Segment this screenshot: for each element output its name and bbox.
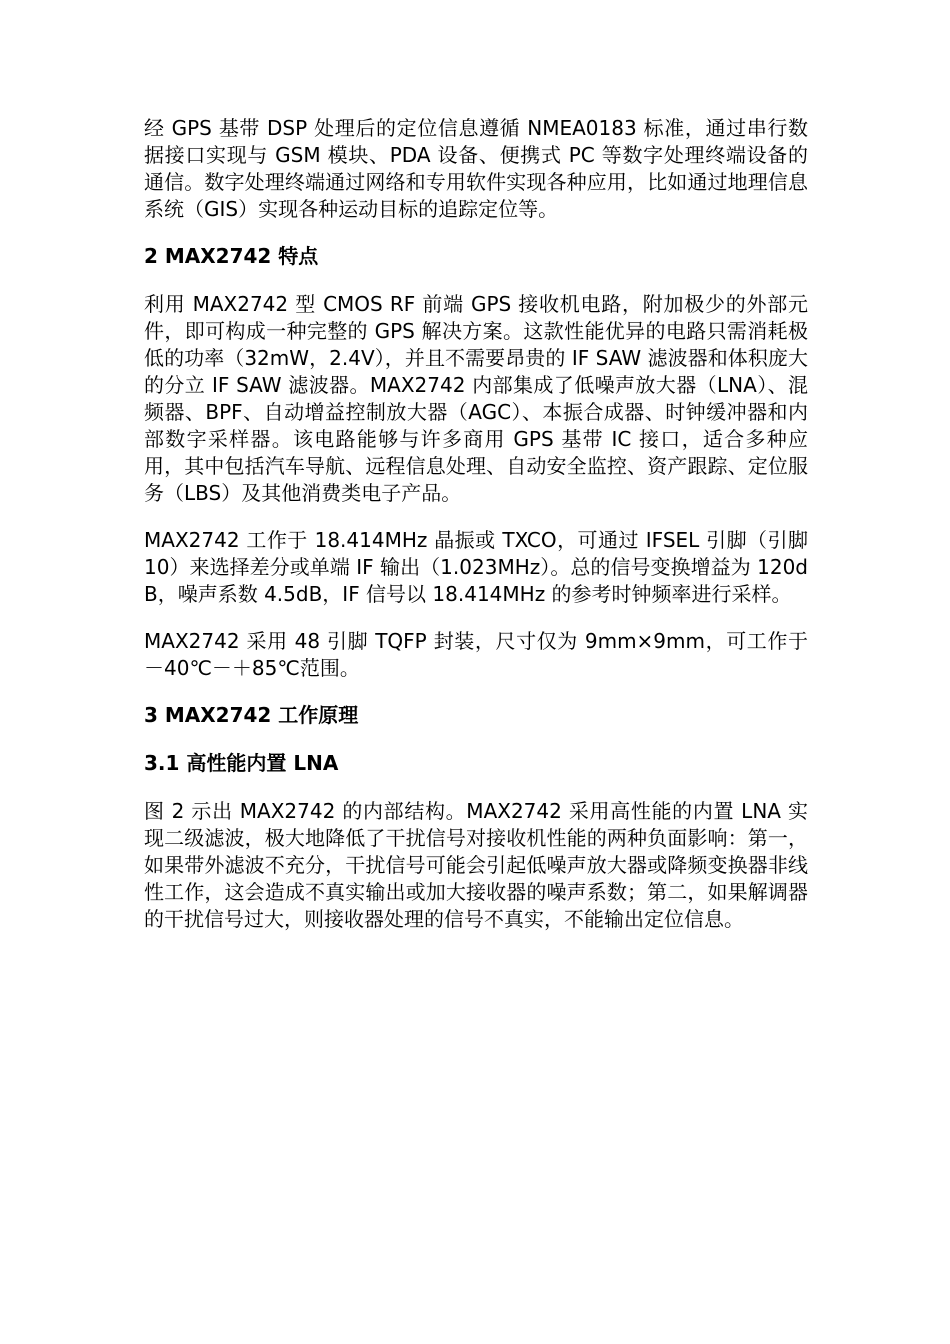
intro-paragraph: 经 GPS 基带 DSP 处理后的定位信息遵循 NMEA0183 标准，通过串行数据接口实现与 GSM 模块、PDA 设备、便携式 PC 等数字处理终端设备的通信。数字处理终端通过网络和专用软件实现各种应用，比如通过地理信息系统（GIS）实现各种运动目标的追踪定位等。 (144, 116, 808, 221)
section-2-paragraph-3: MAX2742 采用 48 引脚 TQFP 封装，尺寸仅为 9mm×9mm，可工作于－40℃－＋85℃范围。 (144, 629, 808, 680)
section-3-heading: 3 MAX2742 工作原理 (144, 703, 359, 727)
section-2-paragraph-2: MAX2742 工作于 18.414MHz 晶振或 TXCO，可通过 IFSEL 引脚（引脚 10）来选择差分或单端 IF 输出（1.023MHz）。总的信号变换增益为 120dB，噪声系数 4.5dB，IF 信号以 18.414MHz 的参考时钟频率进行采样。 (144, 528, 808, 606)
section-3-1-paragraph-1: 图 2 示出 MAX2742 的内部结构。MAX2742 采用高性能的内置 LNA 实现二级滤波，极大地降低了干扰信号对接收机性能的两种负面影响：第一，如果带外滤波不充分，干扰信号可能会引起低噪声放大器或降频变换器非线性工作，这会造成不真实输出或加大接收器的噪声系数；第二，如果解调器的干扰信号过大，则接收器处理的信号不真实，不能输出定位信息。 (144, 799, 808, 931)
document-page (144, 115, 808, 953)
section-3-1-heading: 3.1 高性能内置 LNA (144, 751, 339, 775)
section-2-paragraph-1: 利用 MAX2742 型 CMOS RF 前端 GPS 接收机电路，附加极少的外部元件，即可构成一种完整的 GPS 解决方案。这款性能优异的电路只需消耗极低的功率（32mW，2.4V），并且不需要昂贵的 IF SAW 滤波器和体积庞大的分立 IF SAW 滤波器。MAX2742 内部集成了低噪声放大器（LNA）、混频器、BPF、自动增益控制放大器（AGC）、本振合成器、时钟缓冲器和内部数字采样器。该电路能够与许多商用 GPS 基带 IC 接口，适合多种应用，其中包括汽车导航、远程信息处理、自动安全监控、资产跟踪、定位服务（LBS）及其他消费类电子产品。 (144, 292, 808, 505)
section-2-heading: 2 MAX2742 特点 (144, 244, 319, 268)
